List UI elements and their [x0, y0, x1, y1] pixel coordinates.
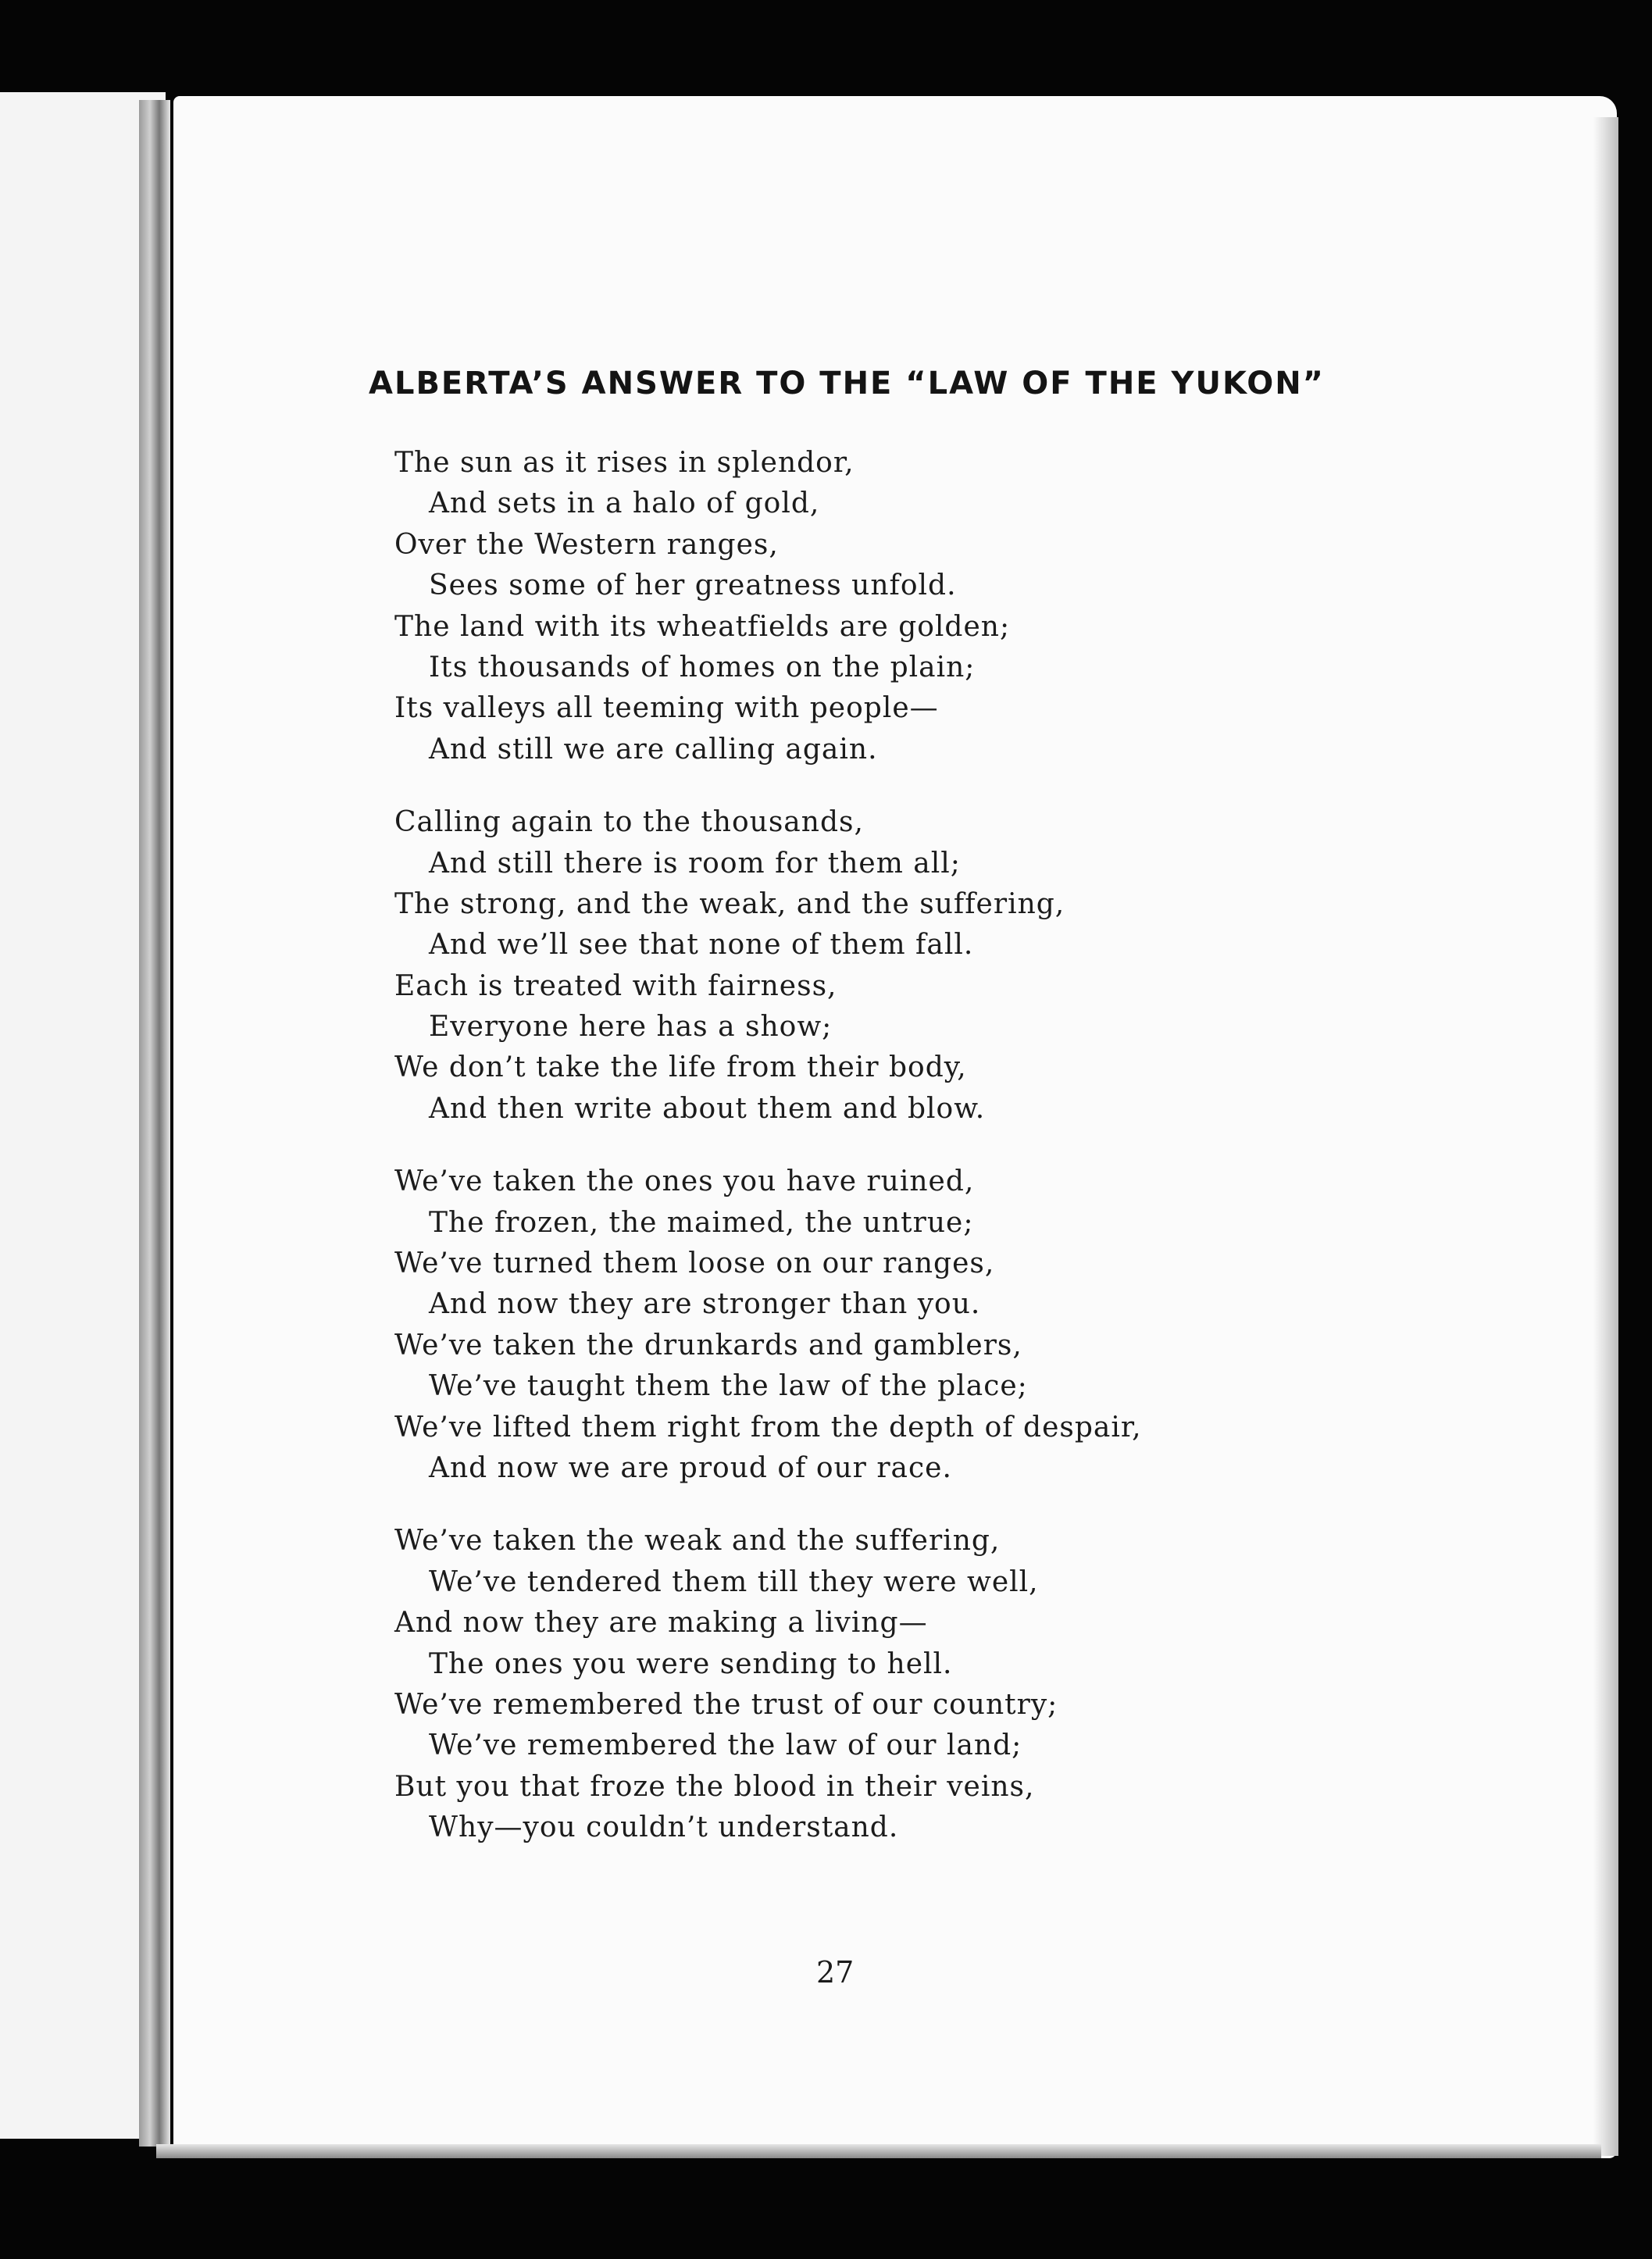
- poem-line: And we’ll see that none of them fall.: [429, 929, 974, 962]
- poem-line: The strong, and the weak, and the suffering,: [394, 887, 1065, 920]
- poem-line: We’ve remembered the law of our land;: [429, 1729, 1022, 1762]
- poem-line: We’ve remembered the trust of our country;: [394, 1688, 1058, 1721]
- page-number: 27: [816, 1955, 855, 1990]
- poem-line: And still there is room for them all;: [429, 847, 961, 880]
- poem-line: We’ve tendered them till they were well,: [429, 1565, 1039, 1598]
- poem-line: We’ve taught them the law of the place;: [429, 1370, 1028, 1403]
- poem-title: ALBERTA’S ANSWER TO THE “LAW OF THE YUKON”: [369, 366, 1325, 401]
- poem-body: [394, 443, 1301, 1881]
- poem-line: And still we are calling again.: [429, 733, 878, 765]
- poem-line: We don’t take the life from their body,: [394, 1051, 967, 1084]
- poem-line: We’ve taken the weak and the suffering,: [394, 1525, 1001, 1558]
- stanza: [394, 1162, 1301, 1489]
- poem-line: Each is treated with fairness,: [394, 969, 837, 1002]
- poem-line: And now they are stronger than you.: [429, 1288, 981, 1321]
- poem-line: The sun as it rises in splendor,: [394, 447, 855, 479]
- poem-line: Calling again to the thousands,: [394, 806, 864, 839]
- stanza: [394, 1521, 1301, 1848]
- poem-line: Its thousands of homes on the plain;: [429, 651, 976, 683]
- stanza: [394, 802, 1301, 1130]
- poem-line: The ones you were sending to hell.: [429, 1647, 953, 1680]
- poem-line: Why—you couldn’t understand.: [429, 1811, 899, 1844]
- poem-line: We’ve taken the ones you have ruined,: [394, 1165, 975, 1198]
- poem-line: The land with its wheatfields are golden;: [394, 610, 1011, 643]
- poem-line: Everyone here has a show;: [429, 1011, 833, 1044]
- page-edge-right: [1593, 117, 1618, 2156]
- poem-line: We’ve turned them loose on our ranges,: [394, 1247, 995, 1280]
- poem-line: The frozen, the maimed, the untrue;: [429, 1206, 974, 1239]
- poem-line: Sees some of her greatness unfold.: [429, 569, 957, 602]
- poem-line: We’ve taken the drunkards and gamblers,: [394, 1329, 1022, 1361]
- poem-line: Its valleys all teeming with people—: [394, 692, 939, 725]
- poem-line: And now they are making a living—: [394, 1607, 928, 1640]
- poem-line: And now we are proud of our race.: [429, 1451, 952, 1484]
- book-spine-edge: [139, 100, 170, 2147]
- poem-line: Over the Western ranges,: [394, 528, 779, 561]
- poem-line: We’ve lifted them right from the depth of despair,: [394, 1411, 1142, 1444]
- poem-line: But you that froze the blood in their veins,: [394, 1770, 1035, 1803]
- page-edge-bottom: [156, 2144, 1601, 2158]
- poem-line: And then write about them and blow.: [429, 1092, 986, 1125]
- poem-line: And sets in a halo of gold,: [429, 487, 820, 520]
- stanza: [394, 443, 1301, 770]
